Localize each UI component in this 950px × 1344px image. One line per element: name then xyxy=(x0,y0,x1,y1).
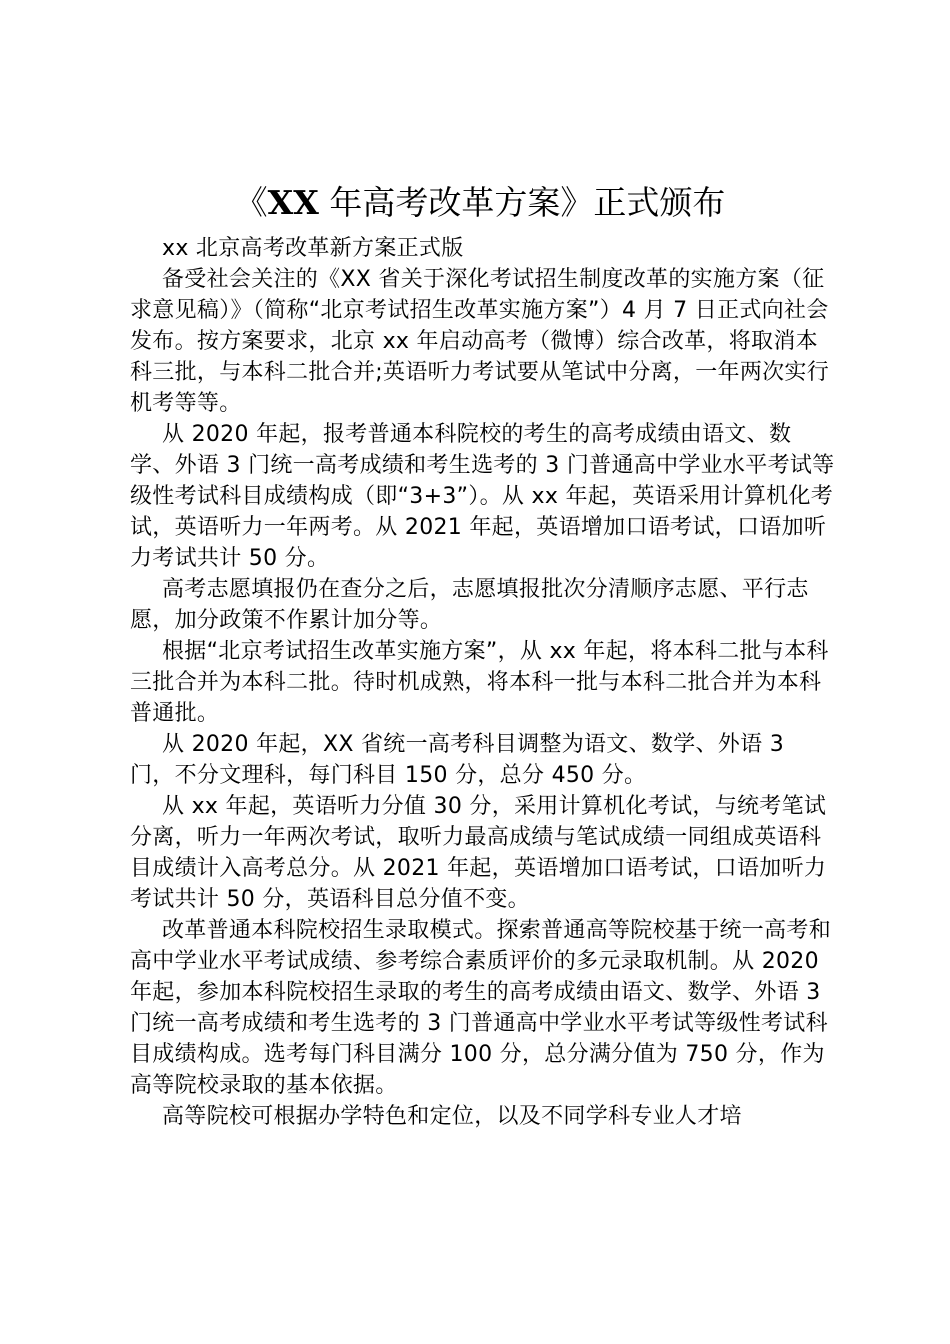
paragraph: 高等院校可根据办学特色和定位，以及不同学科专业人才培 xyxy=(162,1104,742,1129)
paragraph: 从 2020 年起，报考普通本科院校的考生的高考成绩由语文、数学、外语 3 门统一高考成绩和考生选考的 3 门普通高中学业水平考试等级性考试科目成绩构成（即“3+3”）。从 xx 年起，英语采用计算机化考试，英语听力一年两考。从 2021 年起，英语增加口语考试，口语加听力考试共计 50 分。 xyxy=(130,422,835,571)
subtitle-paragraph: xx 北京高考改革新方案正式版 xyxy=(162,236,464,261)
paragraph: 备受社会关注的《XX 省关于深化考试招生制度改革的实施方案（征求意见稿）》（简称“北京考试招生改革实施方案”）4 月 7 日正式向社会发布。按方案要求，北京 xx 年启动高考（微博）综合改革，将取消本科三批，与本科二批合并;英语听力考试要从笔试中分离，一年两次实行机考等等。 xyxy=(130,267,830,416)
paragraph: 根据“北京考试招生改革实施方案”，从 xx 年起，将本科二批与本科三批合并为本科二批。待时机成熟，将本科一批与本科二批合并为本科普通批。 xyxy=(130,639,829,726)
title-rest: 年高考改革方案》正式颁布 xyxy=(318,183,726,222)
title-prefix: 《 xyxy=(234,183,268,222)
paragraph: 从 2020 年起，XX 省统一高考科目调整为语文、数学、外语 3 门，不分文理科，每门科目 150 分，总分 450 分。 xyxy=(130,732,785,788)
paragraph: 从 xx 年起，英语听力分值 30 分，采用计算机化考试，与统考笔试分离，听力一年两次考试，取听力最高成绩与笔试成绩一同组成英语科目成绩计入高考总分。从 2021 年起，英语增加口语考试，口语加听力考试共计 50 分，英语科目总分值不变。 xyxy=(130,794,827,912)
title-latin: XX xyxy=(267,183,319,222)
paragraph: 改革普通本科院校招生录取模式。探索普通高等院校基于统一高考和高中学业水平考试成绩、参考综合素质评价的多元录取机制。从 2020 年起，参加本科院校招生录取的考生的高考成绩由语文、数学、外语 3 门统一高考成绩和考生选考的 3 门普通高中学业水平考试等级性考试科目成绩构成。选考每门科目满分 100 分，总分满分值为 750 分，作为高等院校录取的基本依据。 xyxy=(130,918,832,1098)
paragraph: 高考志愿填报仍在查分之后，志愿填报批次分清顺序志愿、平行志愿，加分政策不作累计加分等。 xyxy=(130,577,809,633)
document-body xyxy=(130,233,835,1132)
document-title xyxy=(130,180,830,226)
